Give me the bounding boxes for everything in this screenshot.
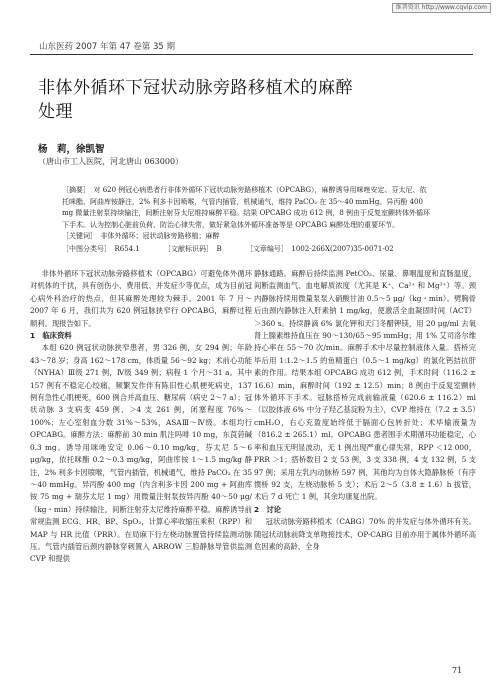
classification-line (62, 244, 432, 254)
source-stamp: 维普资讯 http://www.cqvip.com (392, 3, 491, 13)
article-title: 非体外循环下冠状动脉旁路移植术的麻醉处理 (38, 78, 353, 122)
abstract-text: ［摘要］ 对 620 例冠心病患者行非体外循环下冠状动脉旁路移植术（OPCABG），麻醉诱导用咪唑安定、芬太尼、依托咪酯、阿曲库铵静注，2% 利多卡因喷喉，气管内插管，机械通气，维持 PaCO₂ 在 35～40 mmHg。异丙酚 400 mg 微量注射泵持续输注，间断注射芬太尼维持麻醉平稳。结果 OPCABG 成功 612 例，8 例由于反复室颤转体外循环下手术。认为控制心脏前负荷、防治心律失常，做好紧急体外循环准备等是 OPCABG 麻醉处理的重要环节。 (62, 186, 431, 229)
clc-number: ［中图分类号］ R654.1 (62, 245, 140, 253)
results-paragraph: 静脉通路。麻醉后持续监测 PetCO₂、尿量、鼻咽温度和直肠温度，间断监测血气、血电解质浓度（尤其是 K⁺、Ca²⁺ 和 Mg²⁺）等。颈内静脉持续用微量泵泵入硝酸甘油 0.5～5 μg/（kg・min）。劈胸骨后由颈内静脉注入肝素钠 1 mg/kg，使激活全血凝固时间（ACT）＞360 s。持续静滴 6% 氯化钾和天门冬醋钾镁，用 20 μg/ml 去氧肾上腺素维持血压在 90～130/65～95 mmHg；用 1% 艾司洛尔维持心率在 55～70 次/min。麻醉手术中尽量控制液体入量。搭桥完毕后用 1:1.2～1.5 的鱼精蛋白（0.5～1 mg/kg）的氯化钙拮抗肝素的作用。结果本组 OPCABG 成功 612 例，手术时间（116.2 ± 16.6）min，麻醉时间（192 ± 12.5）min；8 例由于反复室颤转体外循环下手术。冠脉搭桥完成前输液量（620.6 ± 116.2）ml（以胶体液 6% 中分子羟乙基淀粉为主），CVP 维持在（7.2 ± 3.5）cmH₂O，右心充盈度始终低于膈面心包转折处；术毕输液量为（816.2 ± 265.1）ml。OPCABG 患者围手术期循环功能稳定，心率和血压无明显波动，无 1 例出现严重心律失常，RPP ＜12 000，PRR ＞1；搭桥数目 2 支 53 例，3 支 338 例，4 支 132 例，5 支 97 例；采用左乳内动脉桥 597 例，其他均为自体大隐静脉桥（有序惯桥 92 支，左桡动脉桥 5 支）；术后 2～5（3.8 ± 1.6）h 拔管，术后 7 d 死亡 1 例，其余均康复出院。 (254, 269, 476, 502)
article-number: ［文章编号］ 1002-266X(2007)35-0071-02 (245, 245, 394, 253)
abstract (62, 185, 432, 231)
discussion-paragraph: 冠状动脉旁路移植术（CABG）70% 的并发症与体外循环有关。随冠状动脉前降支单吻接技术，OP-CABG 目前亦用于属体外循环高危因素的高龄、全身 (254, 517, 476, 551)
authors: 杨 莉，徐凯智 (38, 144, 105, 155)
clinical-paragraph: 本组 620 例冠状动脉狭窄患者，男 326 例，女 294 例；年龄 43～78 岁；身高 162～178 cm，体质量 56～92 kg；术前心功能（NYHA）Ⅲ级 271 例，Ⅳ级 349 例；病程 1 个月～31 a。其中 157 例有不稳定心绞痛，频繁发作伴有陈旧性心肌梗死病史，137 例有急性心肌梗死，600 例合并高血压、糖尿病（病史 2～7 a）；冠状动脉 3 支病变 459 例、＞4 支 261 例，闭塞程度 76%～100%；左心室射血分数 31%～53%，ASAⅢ～Ⅳ级。本组均行 OPCABG。麻醉方法：麻醉前 30 min 肌注吗啡 10 mg，东莨菪碱 0.3 mg。诱导用咪唑安定 0.06～0.10 mg/kg，芬太尼 5～6 μg/kg，依托咪酯 0.2～0.3 mg/kg，阿曲库铵 1～1.5 mg/kg 静注，2% 利多卡因喷喉，气管内插管，机械通气，维持 PaCO₂ 在 35～40 mmHg。异丙酚 400 mg（内含利多卡因 200 mg + 阿曲库铵 75 mg + 瑞芬太尼 1 mg）用微量注射泵按异丙酚 40～50 μg/（kg・min）持续输注，间断注射芬太尼维持麻醉平稳。麻醉诱导前常规监测 ECG、HR、BP、SpO₂，计算心率收缩压乘积（RPP）和 MAP 与 HR 比值（PRR）。在局麻下行左桡动脉置管持续监测动脉压。气管内插管后颈内静脉穿刺置入 ARROW 三腔静脉导管供监测 CVP 和提供 (30, 343, 252, 564)
affiliation: （唐山市工人医院，河北唐山 063000） (38, 157, 184, 166)
document-code: ［文献标识码］ B (164, 245, 222, 253)
section-heading-clinical: 1 临床资料 (30, 331, 72, 341)
section-heading-discussion: 2 讨论 (254, 504, 281, 514)
page-number: 71 (452, 666, 463, 675)
keywords: ［关键词］ 非体外循环；冠状动脉旁路移植；麻醉 (62, 232, 220, 240)
intro-paragraph: 非体外循环下冠状动脉旁路移植术（OPCABG）可避免体外循环对机体的干扰，具有创伤小、费用低、并发症少等优点，成为目前冠心病外科治疗的热点，但其麻醉处理较为棘手。2001 年 7 月～2007 年 6 月，我们共为 620 例冠脉狭窄行 OPCABG，麻醉过程顺利。现报告如下。 (30, 269, 252, 328)
left-column (30, 268, 252, 566)
header-rule (30, 54, 473, 55)
journal-header: 山东医药 2007 年第 47 卷第 35 期 (39, 42, 175, 52)
right-column (254, 268, 476, 553)
